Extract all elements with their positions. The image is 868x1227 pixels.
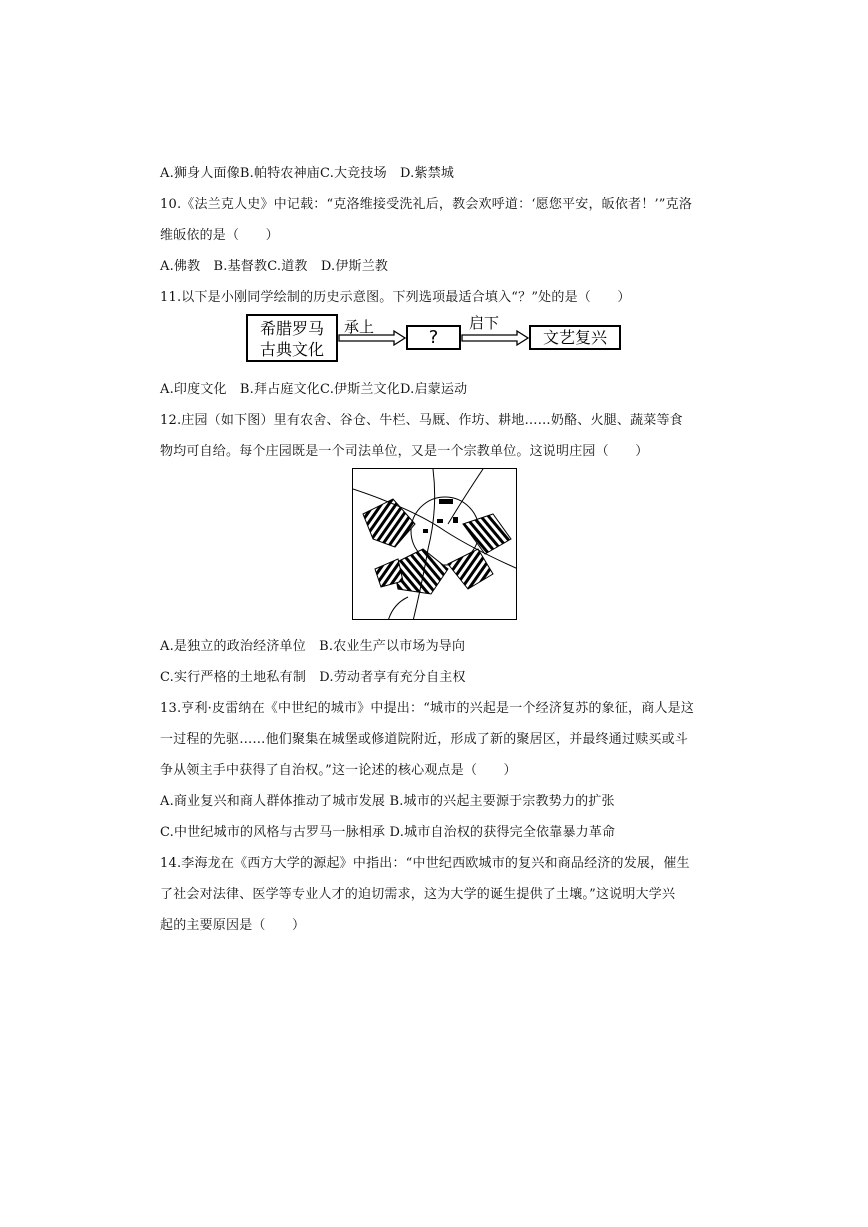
q11-options: A.印度文化 B.拜占庭文化C.伊斯兰文化D.启蒙运动 xyxy=(160,382,468,397)
arrow-right-icon xyxy=(462,331,528,345)
q14-stem-line3: 起的主要原因是（ ） xyxy=(160,918,306,933)
arrow-label-inherit: 承上 xyxy=(344,318,375,336)
arrow-right-icon xyxy=(339,331,405,345)
q13-options-line1: A.商业复兴和商人群体推动了城市发展 B.城市的兴起主要源于宗教势力的扩张 xyxy=(160,794,615,809)
manor-map-image xyxy=(352,468,517,620)
q14-stem-line1: 14.李海龙在《西方大学的源起》中指出：“中世纪西欧城市的复兴和商品经济的发展，催生 xyxy=(160,856,690,871)
q12-stem-line2: 物均可自给。每个庄园既是一个司法单位，又是一个宗教单位。这说明庄园（ ） xyxy=(160,444,649,459)
q13-stem-line2: 一过程的先驱……他们聚集在城堡或修道院附近，形成了新的聚居区，并最终通过赎买或斗 xyxy=(160,732,689,747)
flow-box-unknown: ? xyxy=(406,325,461,350)
q13-stem-line1: 13.亨利·皮雷纳在《中世纪的城市》中提出：“城市的兴起是一个经济复苏的象征，商人是这 xyxy=(160,701,695,716)
q11-stem: 11.以下是小刚同学绘制的历史示意图。下列选项最适合填入“？”处的是（ ） xyxy=(160,290,631,305)
q10-stem-line2: 维皈依的是（ ） xyxy=(160,228,279,243)
q13-options-line2: C.中世纪城市的风格与古罗马一脉相承 D.城市自治权的获得完全依靠暴力革命 xyxy=(160,825,616,840)
flow-box-greco-roman-line1: 希腊罗马 xyxy=(259,319,324,338)
q12-stem-line1: 12.庄园（如下图）里有农舍、谷仓、牛栏、马厩、作坊、耕地……奶酪、火腿、蔬菜等食 xyxy=(160,413,683,428)
q14-stem-line2: 了社会对法律、医学等专业人才的迫切需求，这为大学的诞生提供了土壤。”这说明大学兴 xyxy=(160,887,676,902)
q12-options-line1: A.是独立的政治经济单位 B.农业生产以市场为导向 xyxy=(160,639,466,654)
q13-stem-line3: 争从领主手中获得了自治权。”这一论述的核心观点是（ ） xyxy=(160,763,517,778)
q9-options: A.狮身人面像B.帕特农神庙C.大竞技场 D.紫禁城 xyxy=(160,166,455,181)
q10-options: A.佛教 B.基督教C.道教 D.伊斯兰教 xyxy=(160,259,389,274)
flow-box-renaissance: 文艺复兴 xyxy=(529,325,621,350)
arrow-label-pass-on: 启下 xyxy=(469,314,500,332)
q12-options-line2: C.实行严格的土地私有制 D.劳动者享有充分自主权 xyxy=(160,670,466,685)
flow-box-greco-roman-line2: 古典文化 xyxy=(259,340,324,359)
q10-stem-line1: 10.《法兰克人史》中记载：“克洛维接受洗礼后，教会欢呼道：‘愿您平安，皈依者！’”克洛 xyxy=(160,197,693,212)
